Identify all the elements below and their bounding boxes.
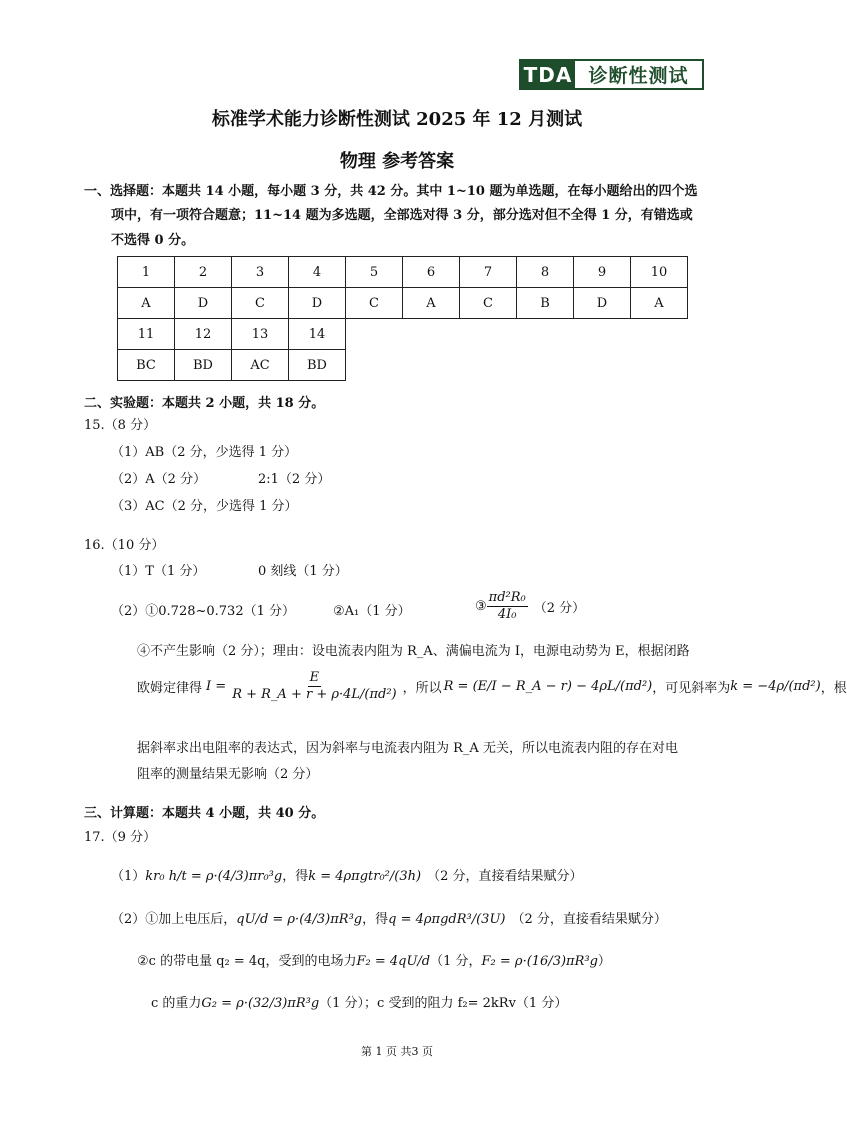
- table-cell: 4: [289, 257, 346, 288]
- table-cell: BD: [175, 350, 232, 381]
- section1-heading-line3: 不选得 0 分。: [111, 233, 195, 248]
- formula-numerator: πd²R₀: [488, 590, 526, 605]
- q16-reason-line1: ④不产生影响（2 分）；理由：设电流表内阻为 R_A、满偏电流为 I，电源电动势为 E，根据闭路: [137, 644, 690, 659]
- page-footer: 第 1 页 共3 页: [361, 1045, 433, 1058]
- slope-formula: k = −4ρ/(πd²): [730, 679, 821, 694]
- table-cell: A: [403, 288, 460, 319]
- table-cell: 6: [403, 257, 460, 288]
- ohm-law-formula: [230, 670, 398, 703]
- page-title: 标准学术能力诊断性测试 2025 年 12 月测试: [211, 109, 583, 130]
- q16-formula: [487, 590, 528, 623]
- table-cell: 1: [118, 257, 175, 288]
- q16-answer-2c: [475, 590, 585, 623]
- page-subtitle: 物理 参考答案: [339, 151, 455, 172]
- answer-text: ）: [597, 954, 611, 969]
- answer-prefix: （2）①加上电压后，: [111, 912, 237, 927]
- q17-answer-2: [111, 908, 667, 927]
- logo-text: 诊断性测试: [588, 65, 689, 87]
- table-cell: 7: [460, 257, 517, 288]
- table-cell: B: [517, 288, 574, 319]
- table-cell: BD: [289, 350, 346, 381]
- q16-reason-line2: 欧姆定律得 I = $\frac{E}{\text{R + R\_A + r + ρ·4L/(πd²)}}$ ，所以 R = (E/I − R_A − r) − 4ρL/(πd²) ，可见斜率为 k = −4ρ/(πd²) ，根: [137, 670, 847, 702]
- formula-numerator: E: [309, 670, 320, 685]
- score-note: （2 分，直接看结果赋分）: [427, 869, 583, 884]
- q16-reason-line3: 据斜率求出电阻率的表达式，因为斜率与电流表内阻为 R_A 无关，所以电流表内阻的存在对电: [137, 741, 678, 756]
- table-cell: 8: [517, 257, 574, 288]
- table-cell: D: [175, 288, 232, 319]
- score-note: （2 分）: [533, 601, 586, 616]
- formula-denominator: R + R_A + r + ρ·4L/(πd²): [232, 687, 397, 702]
- q16-answer-2b: ②A₁（1 分）: [333, 604, 411, 619]
- q17-title: 17.（9 分）: [84, 830, 157, 845]
- resistance-formula: R = (E/I − R_A − r) − 4ρL/(πd²): [443, 679, 653, 694]
- table-cell: D: [574, 288, 631, 319]
- table-cell: C: [346, 288, 403, 319]
- answer-text: （1 分）；c 受到的阻力 f₂= 2kRv（1 分）: [319, 996, 568, 1011]
- formula-result: q = 4ρπgdR³/(3U): [388, 912, 506, 927]
- table-cell: 2: [175, 257, 232, 288]
- table-cell: A: [631, 288, 688, 319]
- table-row: [118, 319, 688, 350]
- table-cell: A: [118, 288, 175, 319]
- q15-answer-2b: 2:1（2 分）: [258, 472, 331, 487]
- table-cell: D: [289, 288, 346, 319]
- table-cell: 3: [232, 257, 289, 288]
- tda-logo: [519, 59, 704, 90]
- q16-reason-line4: 阻率的测量结果无影响（2 分）: [137, 767, 319, 782]
- table-cell: 9: [574, 257, 631, 288]
- circled-three: ③: [475, 599, 487, 614]
- formula-eq: qU/d = ρ·(4/3)πR³g: [236, 912, 363, 927]
- answer-table: [117, 256, 688, 381]
- q16-title: 16.（10 分）: [84, 538, 165, 553]
- q17-answer-4: [151, 992, 567, 1011]
- q16-answer-2a: （2）①0.728~0.732（1 分）: [111, 604, 295, 619]
- reason-mid: ，所以: [402, 681, 442, 696]
- reason-end: ，根: [820, 681, 847, 696]
- q17-answer-3: [137, 950, 611, 969]
- formula-result: k = 4ρπgtr₀²/(3h): [308, 869, 422, 884]
- formula-force: F₂ = 4qU/d: [356, 954, 431, 969]
- table-cell: 12: [175, 319, 232, 350]
- section2-heading: 二、实验题：本题共 2 小题，共 18 分。: [84, 396, 325, 411]
- table-cell: 5: [346, 257, 403, 288]
- table-cell: 10: [631, 257, 688, 288]
- formula-force2: F₂ = ρ·(16/3)πR³g: [481, 954, 598, 969]
- table-cell: 13: [232, 319, 289, 350]
- answer-mid: ，得: [282, 869, 309, 884]
- q16-answer-1b: 0 刻线（1 分）: [258, 564, 348, 579]
- answer-text: （1 分，: [430, 954, 482, 969]
- table-cell: C: [460, 288, 517, 319]
- answer-mid: ，得: [362, 912, 389, 927]
- answer-text: ②c 的带电量 q₂ = 4q，受到的电场力: [137, 954, 357, 969]
- logo-tda: TDA: [521, 61, 575, 88]
- table-row: [118, 350, 688, 381]
- table-row: [118, 257, 688, 288]
- section1-heading-line1: 一、选择题：本题共 14 小题，每小题 3 分，共 42 分。其中 1~10 题为单选题，在每小题给出的四个选: [84, 184, 698, 199]
- formula-denominator: 4I₀: [497, 607, 517, 622]
- table-row: [118, 288, 688, 319]
- q15-answer-3: （3）AC（2 分，少选得 1 分）: [111, 499, 298, 514]
- q15-answer-2a: （2）A（2 分）: [111, 472, 207, 487]
- answer-prefix: （1）: [111, 869, 146, 884]
- table-cell: C: [232, 288, 289, 319]
- table-cell: 14: [289, 319, 346, 350]
- table-cell: AC: [232, 350, 289, 381]
- q15-title: 15.（8 分）: [84, 418, 157, 433]
- slope-prefix: ，可见斜率为: [652, 681, 731, 696]
- table-cell: 11: [118, 319, 175, 350]
- reason-prefix: 欧姆定律得: [137, 681, 203, 696]
- q17-answer-1: [111, 865, 582, 884]
- table-cell: BC: [118, 350, 175, 381]
- score-note: （2 分，直接看结果赋分）: [511, 912, 667, 927]
- q16-answer-1a: （1）T（1 分）: [111, 564, 206, 579]
- answer-text: c 的重力: [151, 996, 202, 1011]
- section1-heading-line2: 项中，有一项符合题意；11~14 题为多选题，全部选对得 3 分，部分选对但不全得 1 分，有错选或: [111, 208, 693, 223]
- formula-gravity: G₂ = ρ·(32/3)πR³g: [201, 996, 320, 1011]
- q15-answer-1: （1）AB（2 分，少选得 1 分）: [111, 445, 298, 460]
- formula-eq: kr₀ h/t = ρ·(4/3)πr₀³g: [145, 869, 283, 884]
- section3-heading: 三、计算题：本题共 4 小题，共 40 分。: [84, 806, 325, 821]
